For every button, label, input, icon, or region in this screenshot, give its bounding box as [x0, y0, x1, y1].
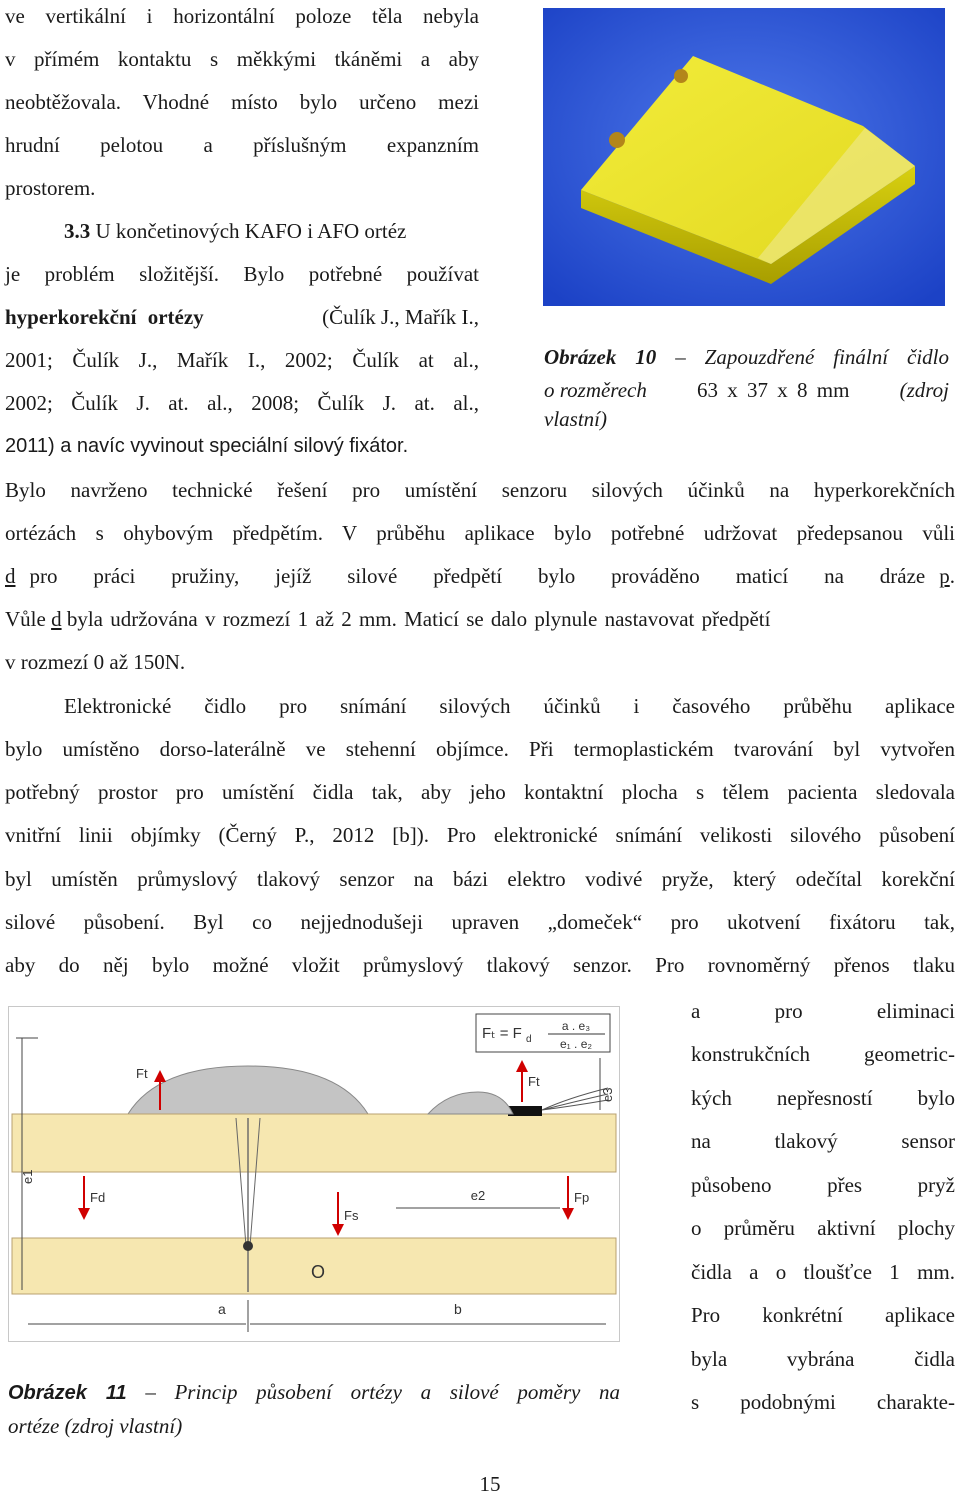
- text-line: v rozmezí 0 až 150N.: [5, 650, 186, 674]
- text-line: na tlakový sensor: [691, 1129, 955, 1153]
- caption-text: o rozměrech: [544, 378, 647, 402]
- label-fs: Fs: [344, 1208, 359, 1223]
- text-line: prostorem.: [5, 176, 96, 200]
- text-line: bylo umístěno dorso-laterálně ve stehenní objímce. Při termoplastickém tvarování byl vytvořen: [5, 737, 955, 761]
- text-line: Pro konkrétní aplikace: [691, 1303, 955, 1327]
- text-line: v přímém kontaktu s měkkými tkáněmi a aby: [5, 47, 479, 71]
- text-line: konstrukčních geometric-: [691, 1042, 955, 1066]
- label-fd: Fd: [90, 1190, 106, 1205]
- text-line: 2011) a navíc vyvinout speciální silový fixátor.: [5, 435, 409, 457]
- caption-dims: 63 x 37 x 8 mm: [697, 378, 850, 402]
- formula-numerator: a . e₃: [561, 1019, 591, 1033]
- upper-plate: [12, 1114, 616, 1172]
- label-fp: Fp: [574, 1190, 590, 1205]
- caption-text: – Princip působení ortézy a silové poměry na: [145, 1380, 620, 1404]
- text-line: neobtěžovala. Vhodné místo bylo určeno mezi: [5, 90, 479, 114]
- caption-text: (zdroj: [899, 378, 949, 402]
- label-a: a: [218, 1301, 226, 1317]
- label-e2: e2: [470, 1188, 486, 1203]
- bold-term: hyperkorekční ortézy: [5, 305, 204, 329]
- text-line: aby do něj bylo možné vložit průmyslový tlakový senzor. Pro rovnoměrný přenos tlaku: [5, 953, 955, 977]
- text-line: 2002; Čulík J. at. al., 2008; Čulík J. at. al.,: [5, 391, 479, 415]
- text-line: s podobnými charakte-: [691, 1390, 955, 1414]
- force-diagram: [8, 1006, 620, 1342]
- variable-p: p: [939, 564, 950, 588]
- text-line: byl umístěn průmyslový tlakový senzor na bázi elektro vodivé pryže, který odečítal korekční: [5, 867, 955, 891]
- text-line: a pro eliminaci: [691, 999, 955, 1023]
- label-e1: e1: [20, 1169, 35, 1184]
- formula-lhs: Fₜ = F: [482, 1025, 522, 1042]
- text-line: [5, 607, 770, 631]
- text-span: .: [949, 564, 955, 588]
- sensor-photo: [543, 8, 945, 306]
- section-number: 3.3: [64, 219, 91, 243]
- text-span: U končetinových KAFO i AFO ortéz: [95, 219, 407, 243]
- caption-label: Obrázek 10: [544, 345, 657, 369]
- section-line: [64, 219, 406, 243]
- text-line: je problém složitější. Bylo potřebné používat: [5, 262, 479, 286]
- figure-11-caption: [8, 1376, 620, 1443]
- formula-box: [476, 1014, 610, 1052]
- text-line: kých nepřesností bylo: [691, 1086, 955, 1110]
- sensor-image: [543, 8, 945, 306]
- figure-10-caption: [544, 341, 949, 431]
- caption-label: Obrázek 11: [8, 1382, 127, 1404]
- text-span: Vůle: [5, 607, 46, 631]
- variable-d: d: [51, 607, 62, 631]
- text-line: [5, 305, 479, 329]
- text-line: [5, 564, 955, 588]
- text-line: 2001; Čulík J., Mařík I., 2002; Čulík at al.,: [5, 348, 479, 372]
- page-number: 15: [479, 1472, 501, 1496]
- citation: (Čulík J., Mařík I.,: [322, 305, 479, 329]
- text-line: vnitřní linii objímky (Černý P., 2012 [b]). Pro elektronické snímání velikosti silového působení: [5, 823, 955, 847]
- text-line: potřebný prostor pro umístění čidla tak, aby jeho kontaktní plocha s tělem pacienta sledovala: [5, 780, 955, 804]
- text-line: Elektronické čidlo pro snímání silových účinků i časového průběhu aplikace: [64, 694, 955, 718]
- sensor-hole-icon: [609, 132, 625, 148]
- sensor-hole-icon: [674, 69, 688, 83]
- text-line: čidla a o tloušťce 1 mm.: [691, 1260, 955, 1284]
- text-line: hrudní pelotou a příslušným expanzním: [5, 133, 479, 157]
- label-o: O: [310, 1262, 326, 1282]
- text-line: o průměru aktivní plochy: [691, 1216, 955, 1240]
- text-line: silové působení. Byl co nejjednodušeji upraven „domeček“ pro ukotvení fixátoru tak,: [5, 910, 955, 934]
- force-diagram-svg: [8, 1006, 620, 1342]
- text-line: Bylo navrženo technické řešení pro umístění senzoru silových účinků na hyperkorekčních: [5, 478, 955, 502]
- caption-text: vlastní): [544, 407, 607, 431]
- label-ft-mid: Ft: [528, 1074, 540, 1089]
- label-ft-left: Ft: [136, 1066, 148, 1081]
- formula-sub: d: [526, 1034, 532, 1045]
- text-span: byla udržována v rozmezí 1 až 2 mm. Maticí se dalo plynule nastavovat předpětí: [66, 607, 771, 631]
- formula-denominator: e₁ . e₂: [559, 1037, 593, 1051]
- variable-d: d: [5, 564, 16, 588]
- text-line: ortézách s ohybovým předpětím. V průběhu aplikace bylo potřebné udržovat předepsanou vůli: [5, 521, 955, 545]
- caption-text: ortéze (zdroj vlastní): [8, 1414, 183, 1438]
- text-span: pro práci pružiny, jejíž silové předpětí bylo prováděno maticí na dráze: [29, 564, 926, 588]
- label-e3: e3: [600, 1087, 615, 1102]
- text-line: působeno přes pryž: [691, 1173, 955, 1197]
- caption-text: – Zapouzdřené finální čidlo: [675, 345, 949, 369]
- label-b: b: [454, 1301, 462, 1317]
- text-line: ve vertikální i horizontální poloze těla nebyla: [5, 4, 479, 28]
- text-line: byla vybrána čidla: [691, 1347, 955, 1371]
